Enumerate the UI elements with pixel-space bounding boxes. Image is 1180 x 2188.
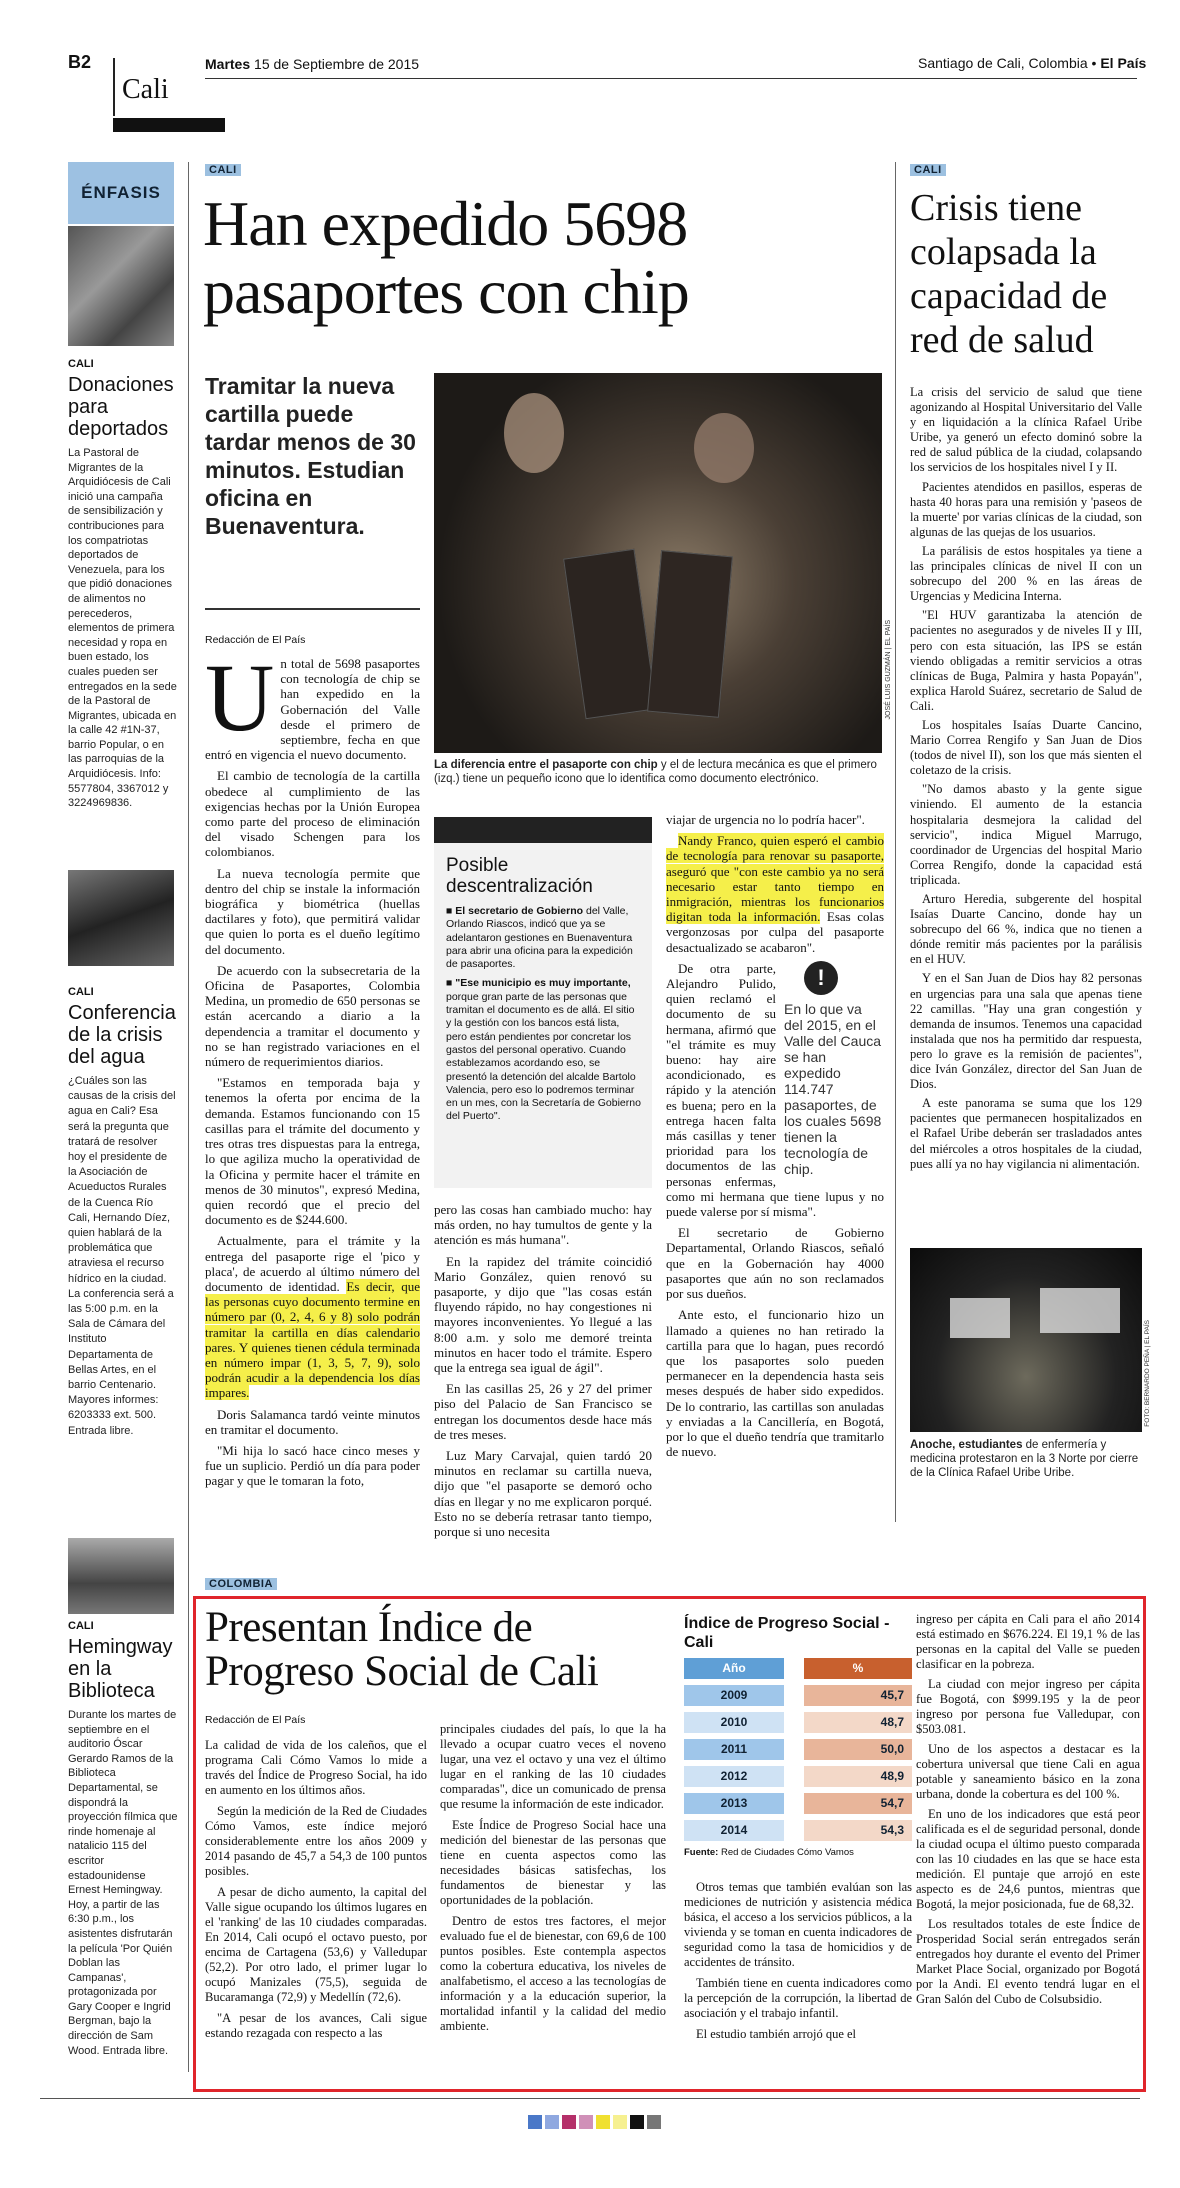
person-illustration xyxy=(694,413,754,483)
paragraph: En la rapidez del trámite coincidió Mario González, quien renovó su pasaporte, y dijo que "las cosas están fluyendo rápido, no hay congestiones ni mayores inconvenientes. Yo llegué a las 8:00 a.m. y solo me demoré treinta minutos en hacer todo el trámite. Espero que la entrega sea igual de ágil". xyxy=(434,1253,652,1376)
header-divider xyxy=(113,58,115,116)
paragraph: Uno de los aspectos a destacar es la cobertura universal que tiene Cali en agua potable y saneamiento básico en la zona urbana, donde la cobertura es del 100 %. xyxy=(916,1742,1140,1801)
protest-photo xyxy=(910,1248,1142,1432)
photo-credit: JOSÉ LUIS GUZMÁN | EL PAÍS xyxy=(885,620,892,720)
callout-text: En lo que va del 2015, en el Valle del Cauca se han expedido 114.747 pasaportes, de los cuales 5698 tienen la tecnología de chip. xyxy=(784,1000,882,1177)
paragraph: ingreso per cápita en Cali para el año 2014 está estimado en $676.224. El 19,1 % de las personas en la capital del Valle se pueden clasificar en la pobreza. xyxy=(916,1612,1140,1671)
bottom-kicker: COLOMBIA xyxy=(205,1578,277,1590)
main-col-3 xyxy=(666,812,884,1465)
sidebar-item-agua: CALI Conferencia de la crisis del agua ¿Cuáles son las causas de la crisis del agua en Cali? Esa será la pregunta que tratará de resolver hoy el presidente de la Asociación de Acueductos Rurales de la Cuenca Río Cali, Hernando Díez, quien hablará de la problemática que atraviesa el recurso hídrico en la ciudad. La conferencia será a las 5:00 p.m. en la Sala de Cámara del Instituto Departamenta de Bellas Artes, en el barrio Centenario. Mayores informes: 6203333 ext. 500. Entrada libre. xyxy=(68,986,178,1439)
box-top-bar xyxy=(434,817,652,843)
hemingway-photo xyxy=(68,1538,174,1614)
paragraph: Doris Salamanca tardó veinte minutos en tramitar el documento. xyxy=(205,1406,420,1437)
paragraph: Dentro de estos tres factores, el mejor evaluado fue el de bienestar, con 69,6 de 100 puntos posibles. Este contempla aspectos como la cobertura educativa, los niveles de analfabetismo, el acceso a las tecnologías de información y a la educación superior, la mortalidad infantil y la calidad del medio ambiente. xyxy=(440,1914,666,2033)
bottom-col-3 xyxy=(684,1880,912,2048)
paragraph: pero las cosas han cambiado mucho: hay más orden, no hay tumultos de gente y la atención es más humana". xyxy=(434,1202,652,1248)
table-row: 2013 54,7 xyxy=(684,1793,912,1814)
paragraph: También tiene en cuenta indicadores como la percepción de la corrupción, la libertad de asociación y el trabajo infantil. xyxy=(684,1976,912,2020)
paragraph: Los hospitales Isaías Duarte Cancino, Mario Correa Rengifo y San Juan de Dios (todos de nivel II), son los que más sienten el coletazo de la crisis. xyxy=(910,717,1142,778)
page-number: B2 xyxy=(68,52,92,72)
descentralizacion-box xyxy=(434,843,652,1188)
section-name: Cali xyxy=(122,74,169,105)
main-byline: Redacción de El País xyxy=(205,634,306,646)
main-col-1 xyxy=(205,644,420,1495)
passport-right-illustration xyxy=(647,550,733,718)
table-title: Índice de Progreso Social - Cali xyxy=(684,1615,890,1651)
paragraph: La crisis del servicio de salud que tiene agonizando al Hospital Universitario del Valle y en liquidación a la clínica Rafael Uribe Uribe, ya generó un efecto dominó sobre la red de salud pública de la ciudad, colapsando los servicios de los hospitales nivel I y II. xyxy=(910,385,1142,475)
protest-caption: Anoche, estudiantes de enfermería y medicina protestaron en la 3 Norte por cierre de la Clínica Rafael Uribe Uribe. xyxy=(910,1439,1139,1479)
main-col-2 xyxy=(434,1202,652,1545)
passport-left-illustration xyxy=(563,549,657,719)
sidebar-title: Conferencia de la crisis del agua xyxy=(68,1002,176,1068)
table-row: 2010 48,7 xyxy=(684,1712,912,1733)
paragraph: En uno de los indicadores que está peor calificada es el de seguridad personal, donde la ciudad ocupa el último puesto comparada con las 10 ciudades en las que se hace esta medición. El puntaje que arrojó en este aspecto es de 24,6 puntos, mientras que Bogotá, la mejor posicionada, fue de 68,32. xyxy=(916,1807,1140,1911)
box-item: ■ "Ese municipio es muy importante, porque gran parte de las personas que tramitan el documento es de allá. El sitio y la gestión con los bancos está lista, pero están pendientes por concretar los gastos del personal operativo. Cuando establezamos acordando eso, se presentó la detención del alcalde Bartolo Valencia, pero eso lo podremos terminar en un mes, con la Secretaría de Gobierno del Puerto". xyxy=(446,977,641,1123)
banner-illustration xyxy=(1040,1288,1120,1333)
paragraph: Otros temas que también evalúan son las mediciones de nutrición y asistencia médica básica, el acceso a los servicios públicos, a la vivienda y se toman en cuenta indicadores de seguridad como la tasa de homicidios y de accidentes de tránsito. xyxy=(684,1880,912,1969)
color-mark xyxy=(545,2115,559,2129)
sidebar-item-donaciones: CALI Donaciones para deportados La Pastoral de Migrantes de la Arquidiócesis de Cali inició una campaña de sensibilización y contribuciones para los compatriotas deportados de Venezuela, para los que pidió donaciones de alimentos no perecederos, elementos de primera necesidad y ropa en buen estado, los cuales pueden ser entregados en la sede de la Pastoral de Migrantes, ubicada en la calle 42 #1N-37, barrio Popular, o en las parroquias de la Arquidiócesis. Info: 5577804, 3367012 y 3224969836. xyxy=(68,358,177,810)
sidebar-title: Hemingway en la Biblioteca xyxy=(68,1636,173,1702)
photo-caption: La diferencia entre el pasaporte con chip y el de lectura mecánica es que el primero (izq.) tiene un pequeño icono que lo identifica como documento electrónico. xyxy=(434,759,877,785)
sidebar-body: La Pastoral de Migrantes de la Arquidiócesis de Cali inició una campaña de sensibilización y contribuciones para los compatriotas deportados de Venezuela, para los que pidió donaciones de alimentos no perecederos, elementos de primera necesidad y ropa en buen estado, los cuales pueden ser entregados en la sede de la Pastoral de Migrantes, ubicada en la calle 42 #1N-37, barrio Popular, o en las parroquias de la Arquidiócesis. Info: 5577804, 3367012 y 3224969836. xyxy=(68,447,177,810)
paragraph-nandy: Nandy Franco, quien esperó el cambio de tecnología para renovar su pasaporte, aseguró que "con este cambio ya no será necesario estar tanto tiempo en inmigración, mientras los funcionarios digitan toda la información. Esas colas vergonzosas por culpa del pasaporte desactualizado se acabaron". xyxy=(666,833,885,955)
paragraph: principales ciudades del país, lo que la ha llevado a ocupar cuatro veces el noveno lugar, una vez el octavo y una vez el último lugar en el ranking de las 10 ciudades comparadas", dice un comunicado de prensa que resume la información de este indicador. xyxy=(440,1722,666,1811)
header-rule xyxy=(205,78,1137,79)
color-mark xyxy=(579,2115,593,2129)
color-mark xyxy=(528,2115,542,2129)
box-title: Posible descentralización xyxy=(446,855,593,897)
bottom-byline: Redacción de El País xyxy=(205,1714,306,1726)
right-divider xyxy=(895,162,896,1522)
dropcap: U xyxy=(205,644,275,751)
right-headline: Crisis tiene colapsada la capacidad de red de salud xyxy=(910,187,1108,361)
main-headline: Han expedido 5698 pasaportes con chip xyxy=(203,188,689,327)
right-article-body xyxy=(910,385,1142,1176)
paragraph: "Mi hija lo sacó hace cinco meses y fue un suplicio. Perdió un día para poder pagar y que le tomaran la foto, xyxy=(205,1442,420,1489)
paragraph: "No damos abasto y la gente sigue viniendo. El aumento de la estancia hospitalaria desmejora la calidad del servicio", indica Miguel Marrugo, coordinador de Urgencias del hospital Mario Correa Rengifo, donde la capacidad está triplicada. xyxy=(910,782,1142,887)
bottom-col-1 xyxy=(205,1738,427,2047)
lead-paragraph: n total de 5698 pasaportes con tecnología de chip se han expedido en la Gobernación del Valle desde el primero de septiembre, fecha en que entró en vigencia el nuevo documento. xyxy=(205,656,420,763)
paragraph: De otra parte, Alejandro Pulido, quien reclamó el documento de su hermana, afirmó que "el trámite es muy bueno: hay aire acondicionado, es rápido y la atención es buena; pero en la entrega hacen falta más casillas y tener prioridad para los documentos de las personas enfermas, como mi hermana que tiene lupus y no puede valerse por sí misma". xyxy=(666,960,884,1220)
paragraph: "Estamos en temporada baja y tenemos la oferta por encima de la demanda. Estamos funcionando con 15 casillas para el trámite del documento y tres otras tres dispuestas para la entrega, lo que agiliza mucho la operatividad de la Oficina y permite hacer el trámite en menos de 30 minutos", expresó Medina, quien recordó que el precio del documento es de $244.600. xyxy=(205,1075,420,1228)
paragraph: Según la medición de la Red de Ciudades Cómo Vamos, este índice mejoró considerablemente entre los años 2009 y 2014 pasando de 45,7 a 54,3 de 100 puntos posibles. xyxy=(205,1804,427,1878)
section-bar xyxy=(113,118,225,132)
paragraph: De acuerdo con la subsecretaria de la Oficina de Pasaportes, Colombia Medina, un promedio de 650 personas se están acercando a diario a la dependencia a tramitar el documento y no se han registrado variaciones en el número de requerimientos diarios. xyxy=(205,962,420,1070)
paragraph: "El HUV garantizaba la atención de pacientes no asegurados y de niveles II y III, pero con esta situación, las IPS se están viendo obligadas a remitir servicios a otras clínicas de Buga, Palmira y hasta Popayán", explica Harold Suárez, secretario de Salud de Cali. xyxy=(910,608,1142,713)
sidebar-body: Durante los martes de septiembre en el auditorio Óscar Gerardo Ramos de la Biblioteca Departamental, se dispondrá la proyección fílmica que rinde homenaje al natalicio 115 del escritor estadounidense Ernest Hemingway. Hoy, a partir de las 6:30 p.m., los asistentes disfrutarán la película 'Por Quién Doblan las Campanas', protagonizada por Gary Cooper e Ingrid Bergman, bajo la dirección de Sam Wood. Entrada libre. xyxy=(68,1709,178,2057)
progress-index-table xyxy=(684,1614,912,1858)
paragraph: Arturo Heredia, subgerente del hospital Isaías Duarte Cancino, donde hay un sobrecupo del 66 %, indica que no tienen a dónde remitir más pacientes por la parálisis en el HUV. xyxy=(910,892,1142,967)
color-mark xyxy=(647,2115,661,2129)
agua-photo xyxy=(68,870,174,966)
color-mark xyxy=(630,2115,644,2129)
passport-photo xyxy=(434,373,882,753)
color-mark xyxy=(596,2115,610,2129)
right-kicker: CALI xyxy=(910,164,946,176)
banner-illustration xyxy=(950,1298,1010,1338)
color-mark xyxy=(613,2115,627,2129)
table-source: Fuente: Red de Ciudades Cómo Vamos xyxy=(684,1847,854,1858)
bottom-col-4 xyxy=(916,1612,1140,2012)
sidebar-divider xyxy=(188,162,189,2072)
bottom-col-2 xyxy=(440,1722,666,2040)
paragraph: El estudio también arrojó que el xyxy=(696,2027,857,2041)
paragraph: La calidad de vida de los caleños, que el programa Cali Cómo Vamos lo mide a través del Índice de Progreso Social, ha ido en aumento en los últimos años. xyxy=(205,1738,427,1797)
enfasis-label-box: ÉNFASIS xyxy=(68,162,174,224)
paragraph: Y en el San Juan de Dios hay 82 personas en urgencias para una sala que apenas tiene 22 camillas. "Hay una gran congestión y demanda de insumos. Tenemos una capacidad instalada que nos ha permitido dar respuesta, pero lo grave es la remisión de pacientes", dice Iván González, director del San Juan de Dios. xyxy=(910,971,1142,1092)
donaciones-photo xyxy=(68,226,174,346)
paragraph: "A pesar de los avances, Cali sigue estando rezagada con respecto a las xyxy=(205,2011,427,2040)
exclamation-icon: ! xyxy=(804,961,838,995)
deck-rule xyxy=(205,608,420,610)
paragraph: La ciudad con mejor ingreso per cápita fue Bogotá, con $999.195 y la de peor ingreso por persona fue Valledupar, con $503.081. xyxy=(916,1677,1140,1736)
table-row: 2014 54,3 xyxy=(684,1820,912,1841)
paragraph: El cambio de tecnología de la cartilla obedece al cumplimiento de las exigencias hechas por la Unión Europea como parte del proceso de eliminación del visado Schengen para los colombianos. xyxy=(205,768,420,860)
paragraph-pico-placa: Actualmente, para el trámite y la entrega del pasaporte rige el 'pico y placa', de acuerdo al último número del documento de identidad. Es decir, que las personas cuyo documento termine en número par (0, 2, 4, 6 y 8) solo podrán tramitar la cartilla en días calendario pares. Y quienes tienen cédula terminada en número impar (1, 3, 5, 7, 9), solo podrán acudir a la dependencia los días impares. xyxy=(205,1233,420,1401)
table-header-year: Año xyxy=(684,1658,784,1679)
table-row: 2012 48,9 xyxy=(684,1766,912,1787)
paragraph: Ante esto, el funcionario hizo un llamado a quienes no han retirado la cartilla para que lo hagan, pues recordó que los pasaportes solo pueden permanecer en la dependencia hasta seis meses después de haber sido expedidos. De lo contrario, las cartillas son anuladas y enviadas a la Cancillería, en Bogotá, por lo que el dueño tendría que tramitarlo de nuevo. xyxy=(666,1307,884,1460)
main-deck: Tramitar la nueva cartilla puede tardar menos de 30 minutos. Estudian oficina en Buenaventura. xyxy=(205,373,416,539)
person-illustration xyxy=(504,393,564,473)
paragraph: La nueva tecnología permite que dentro del chip se instale la información biográfica y biométrica (huellas dactilares y foto), que permitirá validar que quien lo porta es el dueño legítimo del documento. xyxy=(205,865,420,957)
color-registration-marks xyxy=(528,2114,664,2128)
main-kicker: CALI xyxy=(205,164,241,176)
paragraph: Luz Mary Carvajal, quien tardó 20 minutos en reclamar su cartilla nueva, dijo que "el pasaporte se demoró ocho días en llegar y no me explicaron porqué. Esto no se debería retrasar tanto tiempo, porque si uno necesita xyxy=(434,1448,652,1540)
paragraph: A pesar de dicho aumento, la capital del Valle sigue ocupando los últimos lugares en el 'ranking' de las 10 ciudades comparadas. En 2014, Cali ocupó el octavo puesto, por encima de Cartagena (53,6) y Valledupar (52,2). Por otro lado, el primer lugar lo ocupó Manizales (75,5), seguida de Bucaramanga (72,9) y Medellín (72,6). xyxy=(205,1885,427,2004)
paragraph: En las casillas 25, 26 y 27 del primer piso del Palacio de San Francisco se entregan los documentos desde hace más de tres meses. xyxy=(434,1381,652,1442)
header-date: Martes 15 de Septiembre de 2015 xyxy=(205,56,420,72)
callout xyxy=(784,961,884,1177)
table-header-value: % xyxy=(804,1658,912,1679)
protest-photo-credit: FOTO: BERNARDO PEÑA | EL PAÍS xyxy=(1144,1320,1151,1427)
box-item: ■ El secretario de Gobierno del Valle, Orlando Riascos, indicó que ya se adelantaron gestiones en Buenaventura para abrir una oficina para la expedición de pasaportes. xyxy=(446,905,633,971)
sidebar-item-hemingway: CALI Hemingway en la Biblioteca Durante los martes de septiembre en el auditorio Óscar Gerardo Ramos de la Biblioteca Departamental, se dispondrá la proyección fílmica que rinde homenaje al natalicio 115 del escritor estadounidense Ernest Hemingway. Hoy, a partir de las 6:30 p.m., los asistentes disfrutarán la película 'Por Quién Doblan las Campanas', protagonizada por Gary Cooper e Ingrid Bergman, bajo la dirección de Sam Wood. Entrada libre. xyxy=(68,1620,178,2057)
highlighted-text: Es decir, que las personas cuyo documento termine en número par (0, 2, 4, 6 y 8) solo podrán tramitar la cartilla en días calendario pares. Y quienes tienen cédula terminada en número impar (1, 3, 5, 7, 9), solo podrán acudir a la dependencia los días impares. xyxy=(205,1278,420,1401)
paragraph: Pacientes atendidos en pasillos, esperas de hasta 40 horas para una remisión y 'paseos de la muerte' por varias clínicas de la ciudad, son algunas de las quejas de los usuarios. xyxy=(910,479,1142,539)
paragraph: La parálisis de estos hospitales ya tiene a las principales clínicas de nivel II con un sobrecupo del 200 % en las áreas de Urgencias y Medicina Interna. xyxy=(910,543,1142,604)
footer-rule xyxy=(40,2098,1140,2099)
paragraph: El secretario de Gobierno Departamental, Orlando Riascos, señaló que en la Gobernación hay 4000 pasaportes que aún no son reclamados por sus dueños. xyxy=(666,1225,884,1302)
header-location: Santiago de Cali, Colombia • El País xyxy=(918,55,1147,71)
paragraph: Este Índice de Progreso Social hace una medición del bienestar de las personas que tiene en cuenta aspectos como las necesidades básicas satisfechas, los fundamentos de bienestar y las oportunidades de la población. xyxy=(440,1818,666,1907)
paragraph: viajar de urgencia no lo podría hacer". xyxy=(666,812,865,827)
table-header-row xyxy=(684,1658,912,1679)
paragraph: Los resultados totales de este Índice de Prosperidad Social serán entregados serán entregados hoy durante el evento del Primer Market Place Social, organizado por Bogotá por la Andi. El evento tendrá lugar en el Gran Salón del Cubo de Colsubsidio. xyxy=(916,1917,1140,2006)
sidebar-body: ¿Cuáles son las causas de la crisis del agua en Cali? Esa será la pregunta que tratará de resolver hoy el presidente de la Asociación de Acueductos Rurales de la Cuenca Río Cali, Hernando Díez, quien hablará de la problemática que atraviesa el recurso hídrico en la ciudad. La conferencia será a las 5:00 p.m. en la Sala de Cámara del Instituto Departamenta de Bellas Artes, en el barrio Centenario. Mayores informes: 6203333 ext. 500. Entrada libre. xyxy=(68,1075,176,1437)
sidebar-title: Donaciones para deportados xyxy=(68,374,174,440)
bottom-headline: Presentan Índice de Progreso Social de Cali xyxy=(205,1604,599,1695)
paragraph: A este panorama se suma que los 129 pacientes que permanecen hospitalizados en el Rafael Uribe deberán ser trasladados antes del miércoles a otros hospitales de la ciudad, pues allí ya no hay vigilancia ni alimentación. xyxy=(910,1096,1142,1171)
table-row: 2011 50,0 xyxy=(684,1739,912,1760)
table-row: 2009 45,7 xyxy=(684,1685,912,1706)
highlighted-text: Nandy Franco, quien esperó el cambio de tecnología para renovar su pasaporte, aseguró que "con este cambio ya no será necesario estar tanto tiempo en inmigración, mientras los funcionarios digitan toda la información. xyxy=(666,833,884,925)
color-mark xyxy=(562,2115,576,2129)
